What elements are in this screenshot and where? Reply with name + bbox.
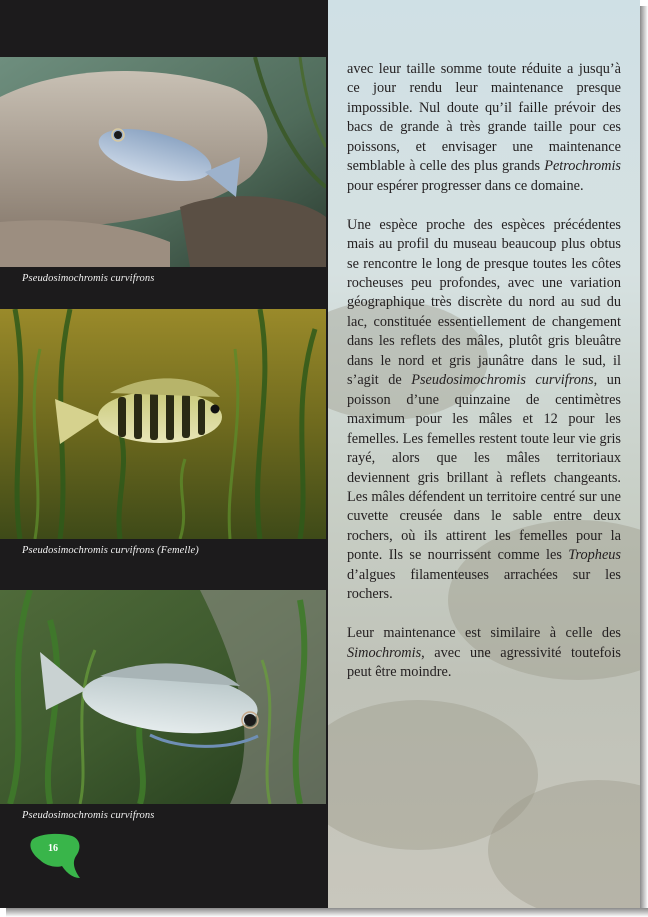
italic-species-name: Petrochromis <box>544 158 621 175</box>
page-shadow-right <box>640 6 648 917</box>
paragraph-text: d’algues filamenteuses arrachées sur les rochers. <box>347 566 621 603</box>
paragraph-text: , un poisson d’une quinzaine de centimètres maximum pour les mâles et 12 pour les femelles. Les femelles restent toute leur vie gris rayé, alors que les mâles territoriaux deviennent gris brillant à reflets changeants. Les mâles défendent un territoire centré sur une cuvette creusée dans le sable entre deux rochers, où ils attirent les femelles pour la ponte. Ils se nourrissent comme les <box>347 372 621 564</box>
photo-caption-2: Pseudosimochromis curvifrons (Femelle) <box>22 545 199 556</box>
paragraph-text: avec leur taille somme toute réduite a jusqu’à ce jour rendu leur maintenance presque impossible. Nul doute qu’il faille prévoir des bacs de grande à très grande taille pour ces poissons, et envisager une maintenance semblable à celle des plus grands <box>347 61 621 175</box>
paragraph-3 <box>347 624 621 682</box>
paragraph-text: Leur maintenance est similaire à celle des <box>347 625 621 642</box>
page-shadow-bottom <box>6 908 648 917</box>
page-number: 16 <box>48 843 58 854</box>
paragraph-text: pour espérer progresser dans ce domaine. <box>347 177 584 194</box>
italic-genus-name: Simochromis <box>347 644 422 661</box>
paragraph-1 <box>347 60 621 196</box>
text-column <box>328 0 640 908</box>
page-number-badge <box>28 832 84 882</box>
italic-genus-name: Tropheus <box>568 547 621 564</box>
photo-caption-3: Pseudosimochromis curvifrons <box>22 810 155 821</box>
italic-species-name: Pseudosimochromis curvifrons <box>411 372 594 389</box>
paragraph-2 <box>347 216 621 605</box>
paragraph-text: Une espèce proche des espèces précédentes mais au profil du museau beaucoup plus obtus se rencontre le long de presque toutes les côtes rocheuses peu profondes, avec une variation géographique très discrète du nord au sud du lac, constituée essentiellement de changement dans les reflets des mâles, plutôt gris bleuâtre dans le nord et gris jaunâtre dans le sud, il s’agit de <box>347 216 621 389</box>
photo-curvifrons-female <box>0 309 326 539</box>
body-text <box>347 60 621 702</box>
photo-curvifrons-male-rock <box>0 57 326 267</box>
paragraph-text: , avec une agressivité toutefois peut être moindre. <box>347 644 621 681</box>
photo-caption-1: Pseudosimochromis curvifrons <box>22 273 155 284</box>
photo-curvifrons-male-plants <box>0 590 326 804</box>
